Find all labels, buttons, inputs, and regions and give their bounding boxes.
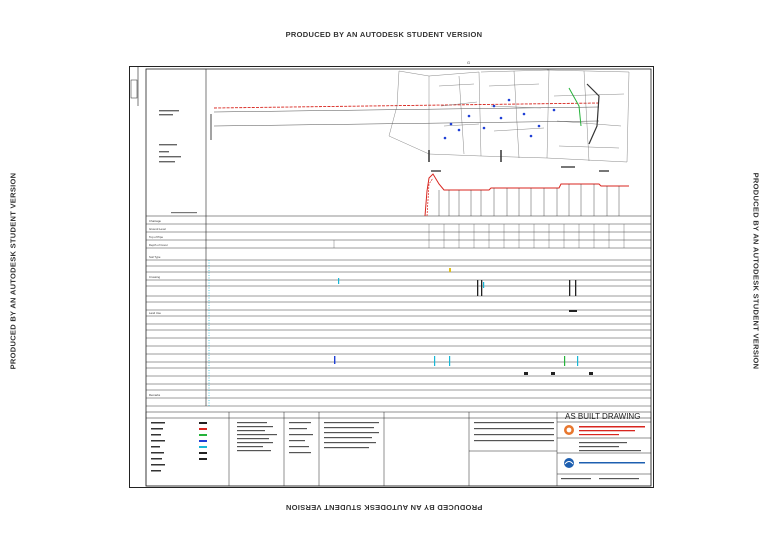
watermark-top: PRODUCED BY AN AUTODESK STUDENT VERSION [285, 30, 483, 39]
watermark-bottom: PRODUCED BY AN AUTODESK STUDENT VERSION [285, 503, 483, 512]
band-ticks [334, 224, 624, 248]
svg-text:Crossing: Crossing [149, 275, 161, 279]
svg-text:Top of Pipe: Top of Pipe [149, 235, 163, 239]
drawing-canvas [129, 60, 654, 488]
drawing-sheet [129, 60, 654, 488]
svg-text:Depth of Cover: Depth of Cover [149, 243, 168, 247]
pipeline-route-plan [211, 84, 599, 144]
company-logo-bottom [564, 458, 645, 468]
inner-frame [146, 69, 651, 486]
settlement-map [389, 70, 629, 162]
title-block-notes [237, 422, 554, 453]
svg-text:Remarks: Remarks [149, 393, 161, 397]
svg-text:Soil Type: Soil Type [149, 255, 161, 259]
svg-text:Land Use: Land Use [149, 311, 161, 315]
title-block [146, 412, 651, 486]
map-legend [159, 110, 197, 213]
north-symbol: G [467, 60, 471, 65]
svg-text:Ground Level: Ground Level [149, 227, 166, 231]
title-block-legend [151, 422, 207, 472]
as-built-title: AS BUILT DRAWING [565, 412, 641, 421]
data-band-rows [146, 224, 651, 406]
longitudinal-profile [425, 166, 629, 216]
svg-text:Chainage: Chainage [149, 219, 161, 223]
watermark-left: PRODUCED BY AN AUTODESK STUDENT VERSION [8, 172, 18, 370]
watermark-right: PRODUCED BY AN AUTODESK STUDENT VERSION [751, 172, 761, 370]
left-strip-box [131, 80, 137, 98]
outer-frame [130, 67, 654, 488]
crossing-markers [334, 268, 593, 375]
company-logo-top [564, 425, 645, 435]
row-labels [149, 219, 168, 397]
